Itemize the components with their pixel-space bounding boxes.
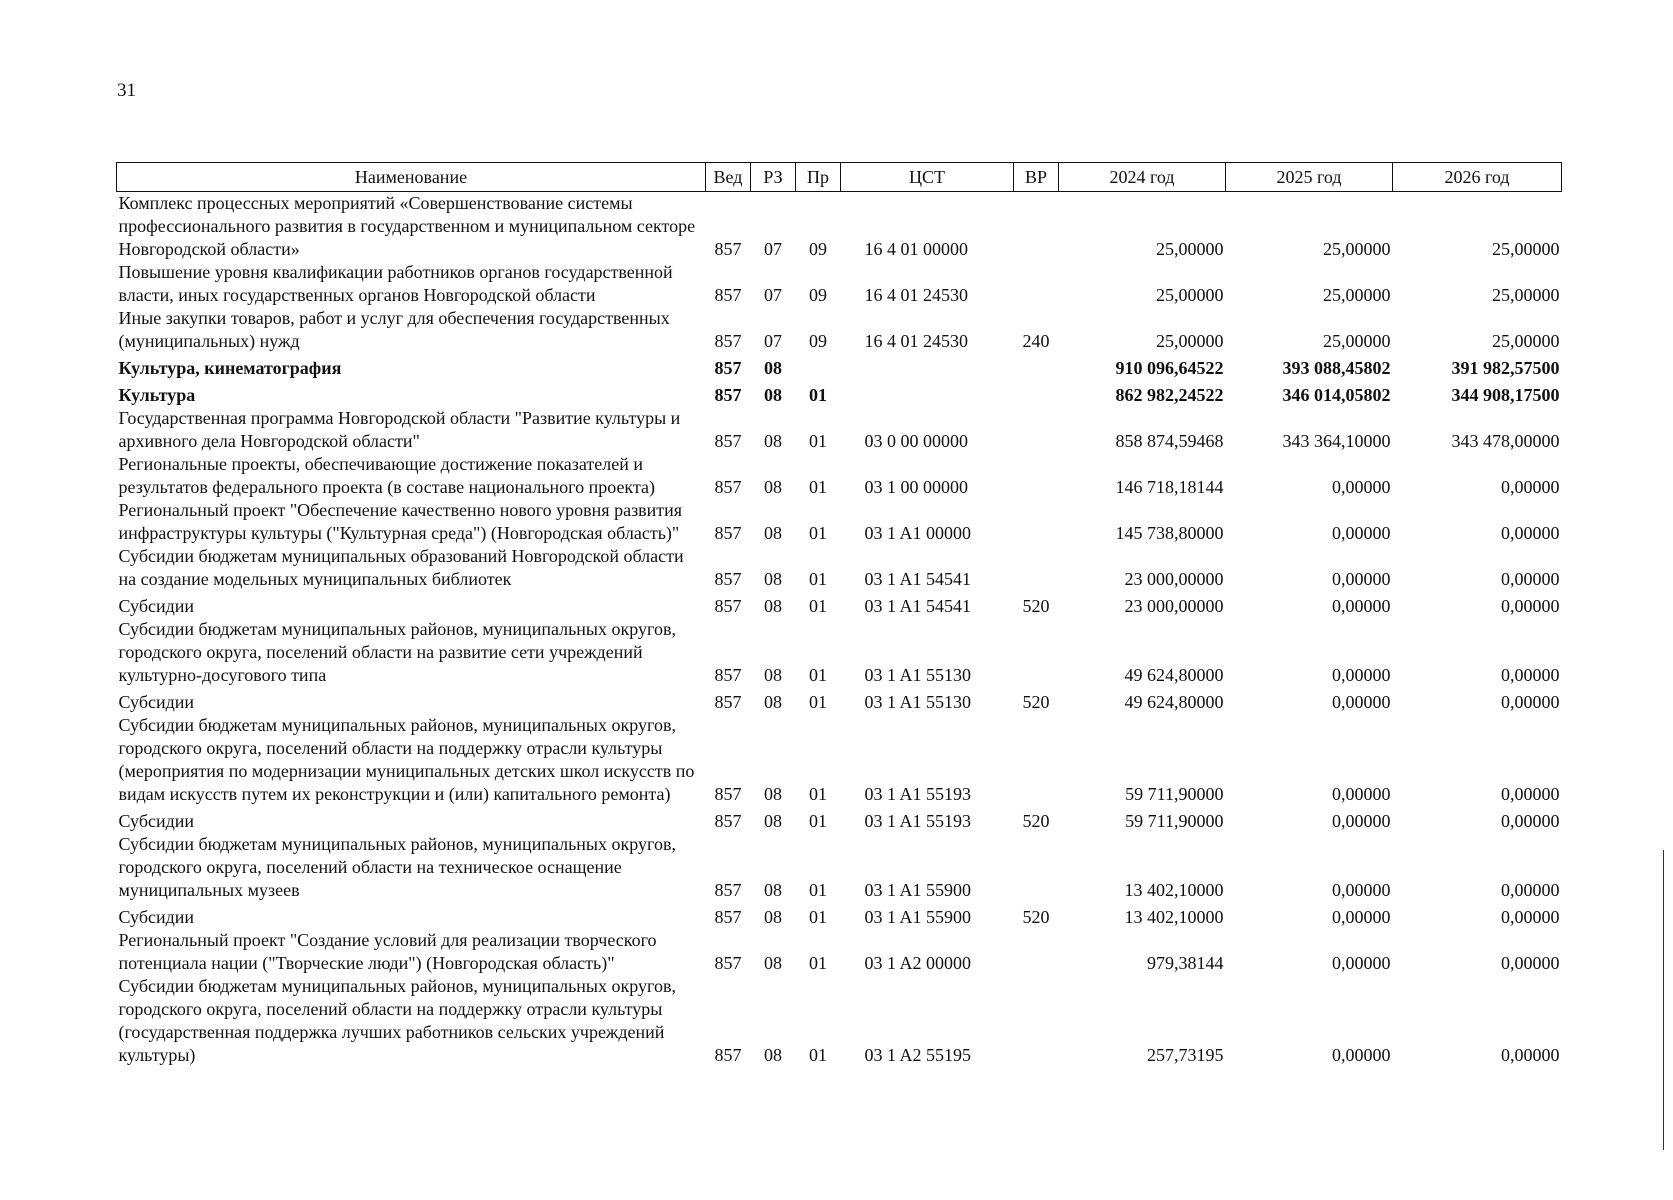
row-cst: 03 1 00 00000: [864, 477, 968, 497]
row-2026: 0,00000: [1501, 784, 1560, 804]
row-2025: 0,00000: [1332, 953, 1391, 973]
table-header-row: [117, 163, 1562, 192]
table-row: [117, 353, 1562, 380]
table-row: [117, 687, 1562, 714]
row-2025: 0,00000: [1332, 1045, 1391, 1065]
row-pr: 01: [809, 477, 827, 497]
header-cst: ЦСТ: [841, 163, 1014, 192]
header-2024: 2024 год: [1059, 163, 1226, 192]
table-row: [117, 714, 1562, 806]
row-ved: 857: [714, 569, 742, 589]
row-cst: 03 1 A1 55900: [864, 880, 972, 900]
row-pr: 09: [809, 331, 827, 351]
row-pr: 01: [809, 665, 827, 685]
row-name: Субсидии бюджетам муниципальных районов, муниципальных округов, городского округа, поселений области на поддержку отрасли культуры (государственная поддержка лучших работников сельских учреждений культуры): [118, 976, 676, 1065]
row-vr: [1014, 407, 1059, 453]
row-ved: 857: [714, 692, 742, 712]
table-body: [117, 192, 1562, 1068]
table-row: [117, 975, 1562, 1067]
row-2024: 59 711,90000: [1125, 811, 1224, 831]
row-2024: 23 000,00000: [1124, 569, 1224, 589]
row-2025: 0,00000: [1332, 569, 1391, 589]
row-2024: 49 624,80000: [1124, 665, 1224, 685]
row-pr: [796, 353, 841, 380]
row-pr: 01: [809, 953, 827, 973]
row-name: Субсидии бюджетам муниципальных районов, муниципальных округов, городского округа, поселений области на развитие сети учреждений культурно-досугового типа: [118, 619, 676, 685]
row-2025: 0,00000: [1332, 880, 1391, 900]
row-rz: 08: [764, 953, 782, 973]
row-rz: 08: [764, 811, 782, 831]
row-cst: 03 1 A2 55195: [864, 1045, 972, 1065]
row-2025: 25,00000: [1323, 239, 1391, 259]
row-2026: 0,00000: [1501, 665, 1560, 685]
row-rz: 07: [764, 239, 782, 259]
row-rz: 08: [764, 784, 782, 804]
row-vr: [1014, 261, 1059, 307]
row-name: Субсидии: [118, 811, 195, 831]
row-2024: 13 402,10000: [1124, 880, 1224, 900]
budget-table: [116, 162, 1562, 1067]
row-ved: 857: [714, 385, 742, 405]
row-cst: 03 1 A1 54541: [864, 596, 972, 616]
row-2026: 0,00000: [1501, 692, 1560, 712]
row-cst: 03 1 A2 00000: [864, 953, 972, 973]
row-vr: [1014, 833, 1059, 902]
row-name: Региональный проект "Создание условий для реализации творческого потенциала нации ("Творческие люди") (Новгородская область)": [118, 930, 657, 973]
scan-edge-line: [1663, 850, 1664, 1150]
row-2026: 0,00000: [1501, 477, 1560, 497]
row-name: Субсидии: [118, 596, 195, 616]
row-2025: 346 014,05802: [1282, 385, 1391, 405]
row-vr: [1014, 714, 1059, 806]
row-rz: 07: [764, 285, 782, 305]
row-2025: 0,00000: [1332, 665, 1391, 685]
row-2026: 0,00000: [1501, 569, 1560, 589]
row-ved: 857: [714, 239, 742, 259]
row-vr: [1014, 975, 1059, 1067]
row-vr: [1014, 353, 1059, 380]
page-number: 31: [117, 80, 136, 101]
row-2026: 0,00000: [1501, 596, 1560, 616]
row-name: Региональные проекты, обеспечивающие достижение показателей и результатов федерального проекта (в составе национального проекта): [118, 454, 656, 497]
row-name: Субсидии: [118, 692, 195, 712]
row-cst: 03 1 A1 54541: [864, 569, 972, 589]
table-row: [117, 929, 1562, 975]
row-2024: 25,00000: [1156, 239, 1224, 259]
row-2026: 0,00000: [1501, 811, 1560, 831]
row-ved: 857: [714, 1045, 742, 1065]
row-2025: 25,00000: [1323, 331, 1391, 351]
row-2026: 25,00000: [1492, 285, 1560, 305]
header-name: Наименование: [117, 163, 706, 192]
row-2025: 0,00000: [1332, 596, 1391, 616]
table-row: [117, 307, 1562, 353]
row-rz: 08: [764, 692, 782, 712]
row-name: Субсидии бюджетам муниципальных районов, муниципальных округов, городского округа, поселений области на поддержку отрасли культуры (мероприятия по модернизации муниципальных детских школ искусств по видам искусств путем их реконструкции и (или) капитального ремонта): [118, 715, 695, 804]
header-rz: РЗ: [751, 163, 796, 192]
row-pr: 09: [809, 285, 827, 305]
row-vr: 520: [1022, 692, 1050, 712]
row-ved: 857: [714, 880, 742, 900]
row-ved: 857: [714, 953, 742, 973]
row-rz: 08: [764, 385, 782, 405]
table-row: [117, 833, 1562, 902]
row-rz: 08: [764, 358, 782, 378]
row-pr: 01: [809, 1045, 827, 1065]
row-cst: 03 1 A1 55193: [864, 811, 972, 831]
row-rz: 08: [764, 665, 782, 685]
row-2026: 25,00000: [1492, 239, 1560, 259]
row-2025: 0,00000: [1332, 907, 1391, 927]
row-2024: 910 096,64522: [1115, 358, 1224, 378]
row-pr: 01: [809, 692, 827, 712]
row-vr: [1014, 545, 1059, 591]
row-2026: 0,00000: [1501, 880, 1560, 900]
row-2025: 0,00000: [1332, 523, 1391, 543]
row-cst: 03 1 A1 55130: [864, 665, 972, 685]
row-pr: 01: [809, 523, 827, 543]
header-2026: 2026 год: [1393, 163, 1562, 192]
header-ved: Вед: [706, 163, 751, 192]
table-row: [117, 499, 1562, 545]
row-2026: 25,00000: [1492, 331, 1560, 351]
row-2025: 0,00000: [1332, 692, 1391, 712]
header-pr: Пр: [796, 163, 841, 192]
header-vr: ВР: [1014, 163, 1059, 192]
row-2025: 393 088,45802: [1282, 358, 1391, 378]
table-row: [117, 453, 1562, 499]
row-2024: 13 402,10000: [1124, 907, 1224, 927]
table-row: [117, 192, 1562, 262]
row-name: Государственная программа Новгородской области "Развитие культуры и архивного дела Новгородской области": [118, 408, 681, 451]
row-cst: 03 1 A1 00000: [864, 523, 972, 543]
row-name: Субсидии: [118, 907, 195, 927]
header-2025: 2025 год: [1226, 163, 1393, 192]
row-vr: 520: [1022, 811, 1050, 831]
row-2024: 979,38144: [1147, 953, 1224, 973]
row-cst: [841, 353, 1014, 380]
row-2025: 25,00000: [1323, 285, 1391, 305]
row-2026: 0,00000: [1501, 953, 1560, 973]
row-2024: 862 982,24522: [1115, 385, 1224, 405]
row-name: Субсидии бюджетам муниципальных районов, муниципальных округов, городского округа, поселений области на техническое оснащение муниципальных музеев: [118, 834, 676, 900]
row-cst: 16 4 01 24530: [864, 331, 968, 351]
row-2024: 49 624,80000: [1124, 692, 1224, 712]
row-rz: 08: [764, 431, 782, 451]
row-2024: 25,00000: [1156, 285, 1224, 305]
row-2026: 0,00000: [1501, 523, 1560, 543]
row-vr: [1014, 499, 1059, 545]
row-name: Субсидии бюджетам муниципальных образований Новгородской области на создание модельных муниципальных библиотек: [118, 546, 684, 589]
row-rz: 08: [764, 880, 782, 900]
row-rz: 08: [764, 1045, 782, 1065]
row-ved: 857: [714, 477, 742, 497]
row-cst: 16 4 01 00000: [864, 239, 968, 259]
row-cst: [841, 380, 1014, 407]
row-vr: [1014, 929, 1059, 975]
row-pr: 01: [809, 880, 827, 900]
row-vr: [1014, 453, 1059, 499]
row-name: Региональный проект "Обеспечение качественно нового уровня развития инфраструктуры культуры ("Культурная среда") (Новгородская область)": [118, 500, 683, 543]
row-pr: 09: [809, 239, 827, 259]
table-row: [117, 806, 1562, 833]
row-vr: 520: [1022, 907, 1050, 927]
row-2024: 146 718,18144: [1115, 477, 1224, 497]
row-pr: 01: [809, 569, 827, 589]
row-ved: 857: [714, 331, 742, 351]
row-ved: 857: [714, 523, 742, 543]
table-row: [117, 591, 1562, 618]
row-pr: 01: [809, 385, 827, 405]
row-name: Культура, кинематография: [118, 358, 342, 378]
row-vr: [1014, 618, 1059, 687]
row-cst: 03 1 A1 55130: [864, 692, 972, 712]
row-ved: 857: [714, 596, 742, 616]
row-2024: 23 000,00000: [1124, 596, 1224, 616]
row-2026: 343 478,00000: [1451, 431, 1560, 451]
row-vr: [1014, 380, 1059, 407]
row-pr: 01: [809, 811, 827, 831]
table-row: [117, 407, 1562, 453]
row-2026: 0,00000: [1501, 1045, 1560, 1065]
row-cst: 03 1 A1 55900: [864, 907, 972, 927]
row-vr: 240: [1022, 331, 1050, 351]
row-2024: 25,00000: [1156, 331, 1224, 351]
row-ved: 857: [714, 285, 742, 305]
row-ved: 857: [714, 358, 742, 378]
row-pr: 01: [809, 431, 827, 451]
row-2024: 257,73195: [1147, 1045, 1224, 1065]
row-2025: 0,00000: [1332, 784, 1391, 804]
row-ved: 857: [714, 784, 742, 804]
row-2026: 344 908,17500: [1451, 385, 1560, 405]
row-vr: [1014, 192, 1059, 262]
row-rz: 08: [764, 569, 782, 589]
row-rz: 08: [764, 477, 782, 497]
row-name: Иные закупки товаров, работ и услуг для обеспечения государственных (муниципальных) нужд: [118, 308, 670, 351]
row-pr: 01: [809, 784, 827, 804]
row-vr: 520: [1022, 596, 1050, 616]
table-row: [117, 618, 1562, 687]
row-ved: 857: [714, 907, 742, 927]
table-row: [117, 380, 1562, 407]
row-pr: 01: [809, 596, 827, 616]
table-row: [117, 261, 1562, 307]
row-pr: 01: [809, 907, 827, 927]
row-2025: 343 364,10000: [1282, 431, 1391, 451]
row-rz: 07: [764, 331, 782, 351]
row-ved: 857: [714, 431, 742, 451]
row-2026: 391 982,57500: [1451, 358, 1560, 378]
table-row: [117, 545, 1562, 591]
row-ved: 857: [714, 665, 742, 685]
row-name: Повышение уровня квалификации работников органов государственной власти, иных государственных органов Новгородской области: [118, 262, 673, 305]
row-rz: 08: [764, 907, 782, 927]
table-row: [117, 902, 1562, 929]
row-2024: 59 711,90000: [1125, 784, 1224, 804]
row-ved: 857: [714, 811, 742, 831]
row-2025: 0,00000: [1332, 811, 1391, 831]
row-2024: 145 738,80000: [1115, 523, 1224, 543]
row-2025: 0,00000: [1332, 477, 1391, 497]
row-name: Комплекс процессных мероприятий «Совершенствование системы профессионального развития в государственном и муниципальном секторе Новгородской области»: [118, 193, 696, 259]
row-cst: 03 1 A1 55193: [864, 784, 972, 804]
row-cst: 16 4 01 24530: [864, 285, 968, 305]
row-name: Культура: [118, 385, 196, 405]
row-2024: 858 874,59468: [1115, 431, 1224, 451]
row-rz: 08: [764, 596, 782, 616]
row-2026: 0,00000: [1501, 907, 1560, 927]
row-rz: 08: [764, 523, 782, 543]
row-cst: 03 0 00 00000: [864, 431, 968, 451]
